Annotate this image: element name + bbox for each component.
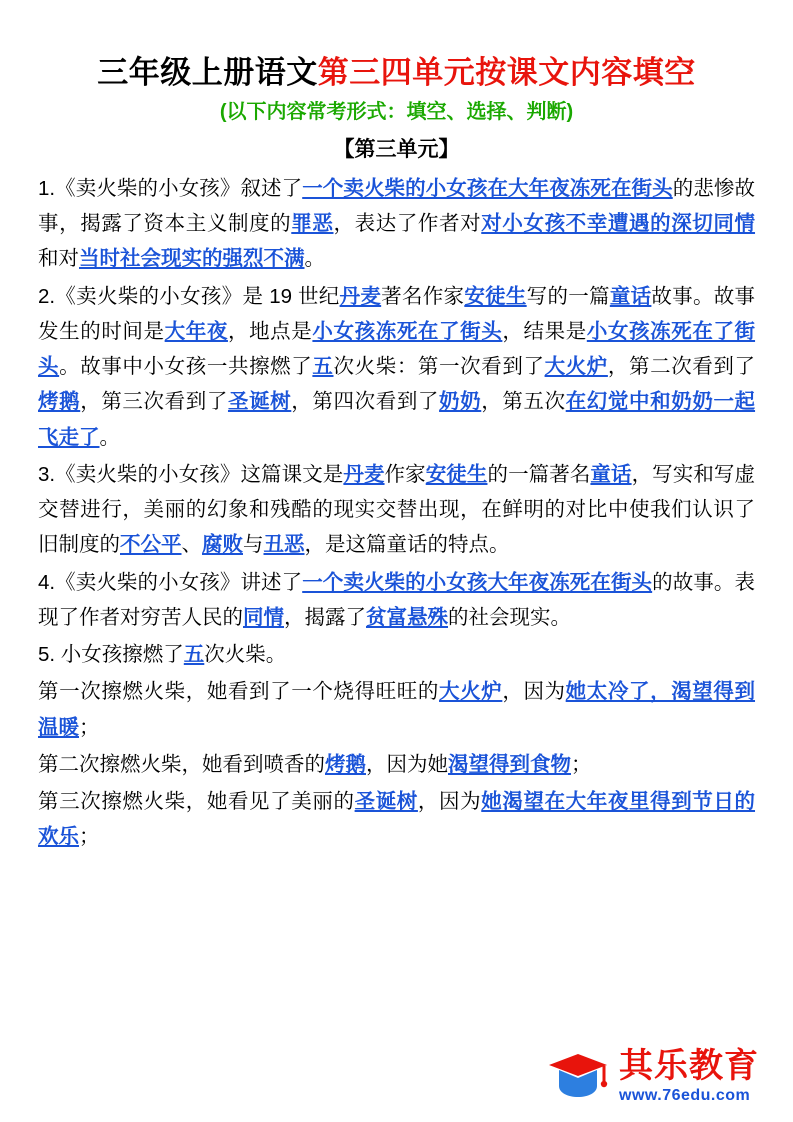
text-run: 的一篇著名	[487, 462, 591, 486]
text-run: 2.《卖火柴的小女孩》是 19 世纪	[38, 284, 340, 308]
logo-text-block	[619, 1049, 759, 1104]
text-run: ，因为她	[366, 752, 448, 776]
document-body	[38, 171, 755, 855]
fill-in-answer: 丑恶	[263, 533, 305, 557]
text-run: ，第五次	[481, 390, 566, 414]
text-run: 第二次擦燃火柴，她看到喷香的	[38, 752, 325, 776]
fill-in-answer: 奶奶	[439, 390, 482, 414]
page-title-red: 第三四单元按课文内容填空	[317, 55, 696, 90]
fill-in-answer: 罪恶	[291, 212, 334, 235]
fill-in-answer: 她渴望在大年夜里得到节日的欢乐	[38, 790, 756, 849]
text-run: 的悲惨故事，揭露了资本主义制度的	[38, 176, 755, 235]
fill-in-answer: 腐败	[202, 533, 243, 557]
fill-in-answer: 安徒生	[464, 284, 527, 308]
fill-in-answer: 小女孩冻死在了街头	[38, 319, 756, 378]
text-run: 故事。故事发生的时间是	[38, 284, 756, 343]
fill-in-answer: 在幻觉中和奶奶一起飞走了	[38, 390, 756, 449]
fill-in-answer: 童话	[590, 462, 632, 486]
fill-in-answer: 丹麦	[339, 284, 382, 308]
paragraph	[38, 565, 755, 636]
text-run: ；	[571, 752, 592, 776]
subtitle: (以下内容常考形式：填空、选择、判断)	[219, 100, 574, 123]
text-run: ；	[79, 715, 100, 739]
text-run: 第三次擦燃火柴，她看见了美丽的	[38, 790, 355, 813]
text-run: 和对	[38, 247, 79, 271]
text-run: ，结果是	[502, 319, 587, 343]
text-run: ，写实和写虚交替进行，美丽的幻象和残酷的现实交替出现，在鲜明的对比中使我们认识了旧制度的	[38, 462, 756, 557]
paragraph	[38, 784, 755, 855]
fill-in-answer: 同情	[243, 605, 284, 629]
text-run: ，地点是	[227, 319, 313, 343]
text-run: 著名作家	[381, 284, 465, 308]
text-run: 3.《卖火柴的小女孩》这篇课文是	[38, 462, 344, 486]
text-run: 第一次擦燃火柴，她看到了一个烧得旺旺的	[38, 680, 440, 704]
text-run: 4.《卖火柴的小女孩》讲述了	[38, 570, 303, 594]
page-title	[38, 54, 755, 93]
fill-in-answer: 贫富悬殊	[366, 605, 448, 629]
text-run: 。故事中小女孩一共擦燃了	[59, 355, 313, 378]
paragraph	[38, 674, 755, 745]
fill-in-answer: 五	[183, 643, 205, 666]
fill-in-answer: 她太冷了，渴望得到温暖	[38, 680, 756, 739]
paragraph	[38, 279, 755, 455]
paragraph	[38, 457, 755, 563]
text-run: 。	[304, 247, 325, 271]
paragraph	[38, 637, 755, 672]
fill-in-answer: 丹麦	[343, 462, 385, 486]
fill-in-answer: 小女孩冻死在了街头	[312, 319, 503, 343]
text-run: ，因为	[417, 790, 482, 813]
fill-in-answer: 安徒生	[425, 462, 488, 486]
fill-in-answer: 圣诞树	[227, 390, 292, 414]
fill-in-answer: 大年夜	[164, 319, 228, 343]
fill-in-answer: 童话	[609, 284, 652, 308]
fill-in-answer: 烤鹅	[325, 752, 366, 776]
text-run: 的故事。表现了作者对穷苦人民的	[38, 570, 755, 629]
section-heading: 【第三单元】	[333, 137, 460, 161]
paragraph	[38, 171, 755, 277]
fill-in-answer: 烤鹅	[38, 390, 81, 414]
text-run: ，揭露了	[284, 605, 366, 629]
fill-in-answer: 一个卖火柴的小女孩大年夜冻死在街头	[302, 570, 653, 594]
fill-in-answer: 对小女孩不幸遭遇的深切同情	[481, 212, 756, 235]
graduation-cap-icon	[547, 1050, 609, 1104]
text-run: 。	[99, 425, 120, 449]
text-run: 5. 小女孩擦燃了	[38, 643, 184, 666]
text-run: 、	[181, 533, 202, 557]
text-run: 次火柴。	[204, 643, 287, 666]
text-run: ，因为	[502, 680, 566, 704]
text-run: 写的一篇	[526, 284, 610, 308]
site-logo	[547, 1049, 759, 1104]
text-run: ，表达了作者对	[333, 212, 482, 235]
paragraph	[38, 747, 755, 782]
text-run: 的社会现实。	[448, 605, 571, 629]
fill-in-answer: 大火炉	[544, 355, 608, 378]
page-title-black: 三年级上册语文	[97, 55, 318, 90]
text-run: 与	[243, 533, 264, 557]
text-run: ，第二次看到了	[607, 355, 756, 378]
logo-name: 其乐教育	[619, 1047, 759, 1085]
text-run: ；	[79, 825, 100, 849]
text-run: 作家	[384, 462, 426, 486]
fill-in-answer: 一个卖火柴的小女孩在大年夜冻死在街头	[302, 176, 673, 200]
text-run: ，第三次看到了	[80, 390, 228, 414]
fill-in-answer: 当时社会现实的强烈不满	[79, 247, 305, 271]
fill-in-answer: 大火炉	[439, 680, 503, 704]
fill-in-answer: 渴望得到食物	[448, 752, 571, 776]
text-run: ，第四次看到了	[291, 390, 440, 414]
fill-in-answer: 五	[312, 355, 334, 378]
fill-in-answer: 不公平	[120, 533, 182, 557]
logo-url: www.76edu.com	[619, 1087, 751, 1104]
text-run: ，是这篇童话的特点。	[304, 533, 510, 557]
fill-in-answer: 圣诞树	[354, 790, 418, 813]
text-run: 次火柴：第一次看到了	[333, 355, 545, 378]
text-run: 1.《卖火柴的小女孩》叙述了	[38, 176, 303, 200]
